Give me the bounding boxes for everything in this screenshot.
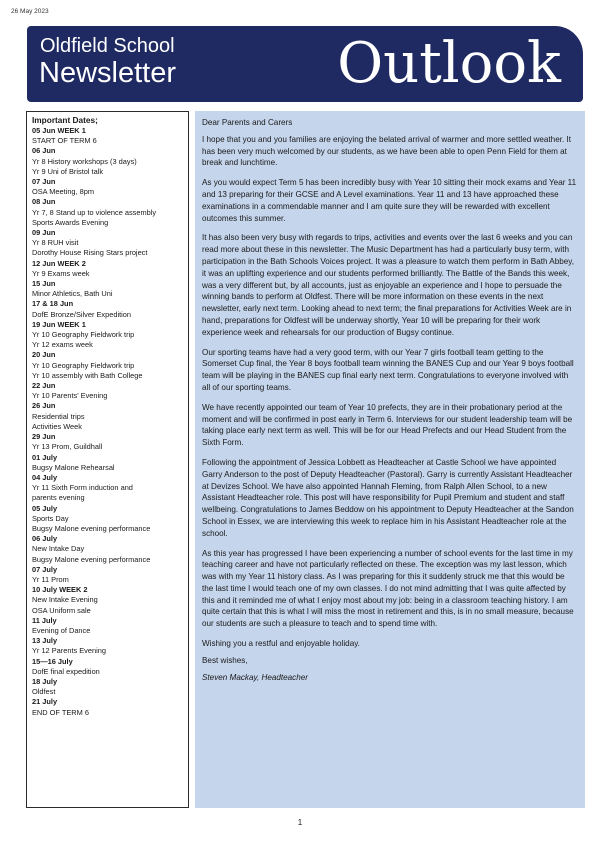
date-event: Yr 9 Uni of Bristol talk (32, 166, 104, 176)
date-event: Yr 11 Sixth Form induction and (32, 483, 133, 493)
date-label: 06 Jun (32, 146, 56, 156)
date-event: OSA Uniform sale (32, 605, 91, 615)
date-label: 19 Jun WEEK 1 (32, 319, 86, 329)
date-entry (32, 381, 183, 401)
date-label: 18 July (32, 676, 58, 686)
letter-paragraph: I hope that you and you families are enjoying the belated arrival of warmer and more settled weather. It has been very much welcomed by our students, as we have been able to open Penn Field for them at break and lunchtime. (202, 134, 571, 168)
date-event: Yr 10 Geography Fieldwork trip (32, 330, 135, 340)
date-label: 22 Jun (32, 381, 56, 391)
letter-paragraph: Wishing you a restful and enjoyable holiday. (202, 639, 360, 649)
date-event: Yr 10 Parents' Evening (32, 391, 108, 401)
date-label: 04 July (32, 472, 58, 482)
newsletter-banner (27, 26, 583, 102)
date-event: Bugsy Malone Rehearsal (32, 462, 115, 472)
date-label: 29 Jun (32, 432, 56, 442)
date-event: Bugsy Malone evening performance (32, 523, 151, 533)
letter-paragraph: As this year has progressed I have been experiencing a number of school events for the last time in my teaching career and have not particularly reflected on these. The exception was my last lesson, which was with my Year 11 history class. As I was preparing for this it suddenly struck me that this would be the last time I would teach one of my own classes. I do not mind admitting that I was quite affected by this and it reminded me of what I enjoy most about my job: being in a classroom teaching history. I am quite certain that this is what I will miss the most in retirement and this, is in no small measure, because our students are such a pleasure to teach and to spend time with. (202, 548, 574, 629)
date-entry (32, 228, 183, 259)
date-event: DofE final expedition (32, 666, 100, 676)
date-label: 07 Jun (32, 177, 56, 187)
date-label: 06 July (32, 534, 58, 544)
date-entry (32, 585, 183, 616)
date-entry (32, 616, 183, 636)
date-event: Yr 12 Parents Evening (32, 646, 106, 656)
date-event: Yr 10 Geography Fieldwork trip (32, 360, 135, 370)
date-label: 12 Jun WEEK 2 (32, 258, 86, 268)
date-entry (32, 146, 183, 177)
newsletter-title: Outlook (337, 31, 561, 96)
school-name: Oldfield School (40, 35, 175, 57)
date-entry (32, 320, 183, 351)
letter-paragraph: We have recently appointed our team of Year 10 prefects, they are in their probationary period at the moment and will be confirmed in post early in Term 6. Interviews for our student leadership team will be taking place early next term as well. This will be for our Head Prefects and our Head Student from the Sixth Form. (202, 402, 573, 448)
date-label: 11 July (32, 615, 57, 625)
date-event: parents evening (32, 493, 85, 503)
date-entry (32, 677, 183, 697)
date-label: 13 July (32, 636, 58, 646)
sidebar-title: Important Dates; (32, 115, 98, 125)
date-event: Bugsy Malone evening performance (32, 554, 151, 564)
date-event: Yr 8 History workshops (3 days) (32, 156, 137, 166)
date-entry (32, 126, 183, 146)
letter-paragraph: As you would expect Term 5 has been incredibly busy with Year 10 sitting their mock exams and Year 11 and 13 preparing for their GCSE and A Level examinations. Year 11 and 13 have approached these examinations in a commendable manner and I am quite sure they will be rewarded with excellent outcomes this summer. (202, 178, 577, 223)
important-dates-sidebar (26, 111, 189, 808)
date-entry (32, 504, 183, 535)
date-entry (32, 697, 183, 717)
date-event: Oldfest (32, 687, 56, 697)
date-entry (32, 259, 183, 279)
date-entry (32, 565, 183, 585)
date-event: Minor Athletics, Bath Uni (32, 289, 113, 299)
date-event: END OF TERM 6 (32, 707, 89, 717)
date-event: DofE Bronze/Silver Expedition (32, 309, 132, 319)
date-entry (32, 453, 183, 473)
date-entry (32, 350, 183, 381)
letter-paragraph: Our sporting teams have had a very good term, with our Year 7 girls football team getting to the Somerset Cup final, the Year 8 boys football team winning the BANES Cup and our Year 9 boys football team will be playing in the BANES cup final early next term. Congratulations to everyone involved with all of our sporting teams. (202, 347, 574, 392)
letter-paragraph: It has also been very busy with regards to trips, activities and events over the last 6 weeks and you can read more about these in this newsletter. The Music Department has had a particularly busy term, with participation in the Bath Schools Voices project. It was a pleasure to watch them perform in Bath Abbey, it was an uplifting experience and our students performed brilliantly. The Battle of the Bands this week, was a very different but, by all accounts, just as enjoyable an experience and I hope to persuade the winning bands to perform at Oldfest. There will be more information on these events in the next newsletter, early next term. Looking ahead to next term; the final preparations for Activities Week are in hand, preparations for Oldfest will be underway shortly, Year 10 will be preparing for their work experience week and rehearsals for our production of Bugsy continue. (202, 233, 574, 337)
date-label: 21 July (32, 697, 58, 707)
date-label: 01 July (32, 452, 58, 462)
headteacher-letter (195, 111, 585, 808)
date-event: Activities Week (32, 421, 82, 431)
date-event: Yr 10 assembly with Bath College (32, 370, 143, 380)
newsletter-word: Newsletter (39, 57, 176, 89)
date-event: Sports Day (32, 513, 69, 523)
date-label: 05 July (32, 503, 58, 513)
page-number: 1 (297, 818, 303, 827)
date-event: Yr 12 exams week (32, 340, 93, 350)
date-entry (32, 299, 183, 319)
letter-signature: Steven Mackay, Headteacher (202, 672, 308, 682)
date-entry (32, 534, 183, 565)
date-label: 07 July (32, 564, 58, 574)
page-date: 26 May 2023 (11, 8, 49, 15)
date-label: 26 Jun (32, 401, 56, 411)
date-label: 15—16 July (32, 656, 73, 666)
letter-paragraph: Following the appointment of Jessica Lobbett as Headteacher at Castle School we have appointed Garry Anderson to the post of Deputy Headteacher (Pastoral). Garry is currently Assistant Headteacher at Devizes School. We have also appointed Hannah Fleming, from Ralph Allen School, to a new Assistant Headteacher role. This post will have responsibility for Pupil Premium and student and staff wellbeing. Congratulations to James Beddow on his appointment to Deputy Headteacher at the Sandon School in Essex, we are interviewing this week to replace him in his Assistant Headteacher role at the school. (202, 457, 574, 538)
date-label: 05 Jun WEEK 1 (32, 126, 86, 135)
date-entry (32, 636, 183, 656)
date-event: Yr 8 RUH visit (32, 238, 79, 248)
date-entry (32, 657, 183, 677)
date-entry (32, 432, 183, 452)
date-event: Residential trips (32, 411, 85, 421)
date-event: New Intake Evening (32, 595, 98, 605)
dates-list (32, 126, 183, 718)
date-entry (32, 279, 183, 299)
date-entry (32, 177, 183, 197)
date-label: 10 July WEEK 2 (32, 585, 88, 595)
date-event: Yr 9 Exams week (32, 268, 90, 278)
date-entry (32, 473, 183, 504)
date-event: Yr 13 Prom, Guildhall (32, 442, 103, 452)
date-label: 20 Jun (32, 350, 56, 360)
date-event: START OF TERM 6 (32, 136, 97, 146)
letter-greeting: Dear Parents and Carers (202, 118, 293, 127)
date-label: 08 Jun (32, 197, 56, 207)
date-event: Yr 11 Prom (32, 574, 69, 584)
date-event: OSA Meeting, 8pm (32, 187, 95, 197)
date-entry (32, 401, 183, 432)
date-event: Sports Awards Evening (32, 217, 109, 227)
date-event: Evening of Dance (32, 625, 91, 635)
date-label: 17 & 18 Jun (32, 299, 74, 309)
date-entry (32, 197, 183, 228)
date-event: New Intake Day (32, 544, 85, 554)
letter-closing: Best wishes, (202, 655, 248, 665)
date-label: 15 Jun (32, 279, 56, 289)
date-event: Yr 7, 8 Stand up to violence assembly (32, 207, 157, 217)
date-label: 09 Jun (32, 228, 56, 238)
date-event: Dorothy House Rising Stars project (32, 248, 148, 258)
